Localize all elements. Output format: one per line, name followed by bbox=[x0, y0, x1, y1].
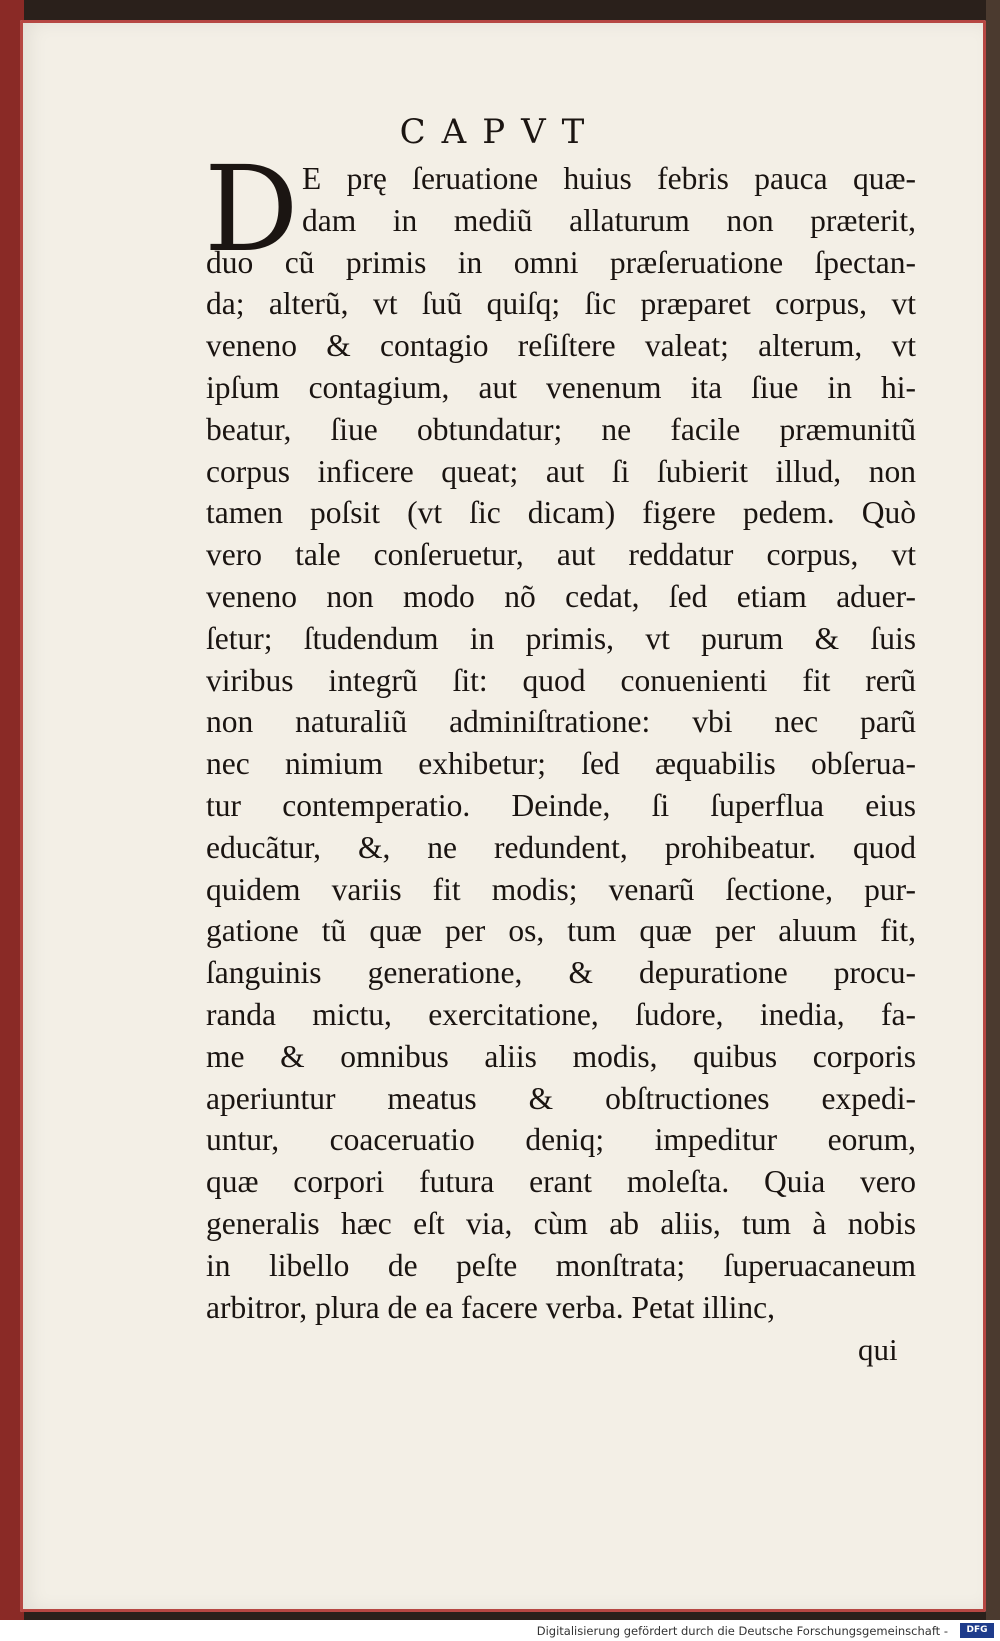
text-line: beatur, ſiue obtundatur; ne facile præmunitũ bbox=[206, 411, 916, 447]
text-line: educãtur, &, ne redundent, prohibeatur. quod bbox=[206, 829, 916, 865]
text-line: ſetur; ſtudendum in primis, vt purum & ſuis bbox=[206, 620, 916, 656]
text-line: viribus integrũ ſit: quod conuenienti fit rerũ bbox=[206, 662, 916, 698]
text-line: dam in mediũ allaturum non præterit, bbox=[302, 202, 916, 238]
text-line: gatione tũ quæ per os, tum quæ per aluum fit, bbox=[206, 913, 916, 949]
text-line: untur, coaceruatio deniq; impeditur eorum, bbox=[206, 1122, 916, 1158]
text-line: E prę ſeruatione huius febris pauca quæ- bbox=[302, 161, 916, 196]
text-line: aperiuntur meatus & obſtructiones expedi- bbox=[206, 1080, 916, 1116]
text-line: quidem variis fit modis; venarũ ſectione, pur- bbox=[206, 871, 916, 907]
text-line: da; alterũ, vt ſuũ quiſq; ſic præparet corpus, vt bbox=[206, 286, 916, 322]
footer-credit: Digitalisierung gefördert durch die Deutsche Forschungsgemeinschaft - bbox=[536, 1624, 948, 1638]
page-header: CAPVT bbox=[399, 112, 601, 152]
text-line: quæ corpori futura erant moleſta. Quia vero bbox=[206, 1164, 916, 1200]
book-cover-edge-right bbox=[986, 0, 1000, 1620]
text-line: tur contemperatio. Deinde, ſi ſuperflua eius bbox=[206, 787, 916, 823]
dfg-logo-icon: DFG bbox=[960, 1623, 994, 1638]
text-line: tamen poſsit (vt ſic dicam) figere pedem. Quò bbox=[206, 495, 916, 531]
text-line: veneno non modo nõ cedat, ſed etiam aduer- bbox=[206, 578, 916, 614]
text-line: ſanguinis generatione, & depuratione procu- bbox=[206, 955, 916, 991]
text-line: arbitror, plura de ea facere verba. Petat illinc, bbox=[206, 1289, 775, 1325]
text-line: in libello de peſte monſtrata; ſuperuacaneum bbox=[206, 1247, 916, 1283]
text-line: non naturaliũ adminiſtratione: vbi nec parũ bbox=[206, 704, 916, 740]
catchword: qui bbox=[858, 1332, 898, 1367]
text-line: generalis hæc eſt via, cùm ab aliis, tum à nobis bbox=[206, 1205, 916, 1241]
drop-cap: D bbox=[204, 140, 299, 278]
body-text bbox=[204, 140, 916, 1328]
text-line: duo cũ primis in omni præſeruatione ſpectan- bbox=[206, 244, 916, 280]
text-line: vero tale conſeruetur, aut reddatur corpus, vt bbox=[206, 537, 916, 573]
text-line: corpus inficere queat; aut ſi ſubierit illud, non bbox=[206, 453, 916, 489]
text-line: me & omnibus aliis modis, quibus corporis bbox=[206, 1038, 916, 1074]
text-line: nec nimium exhibetur; ſed æquabilis obſerua- bbox=[206, 746, 916, 782]
text-line: randa mictu, exercitatione, ſudore, inedia, fa- bbox=[206, 996, 916, 1032]
text-line: ipſum contagium, aut venenum ita ſiue in hi- bbox=[206, 369, 916, 405]
text-line: veneno & contagio reſiſtere valeat; alterum, vt bbox=[206, 328, 916, 364]
footer-bar bbox=[0, 1620, 1000, 1641]
